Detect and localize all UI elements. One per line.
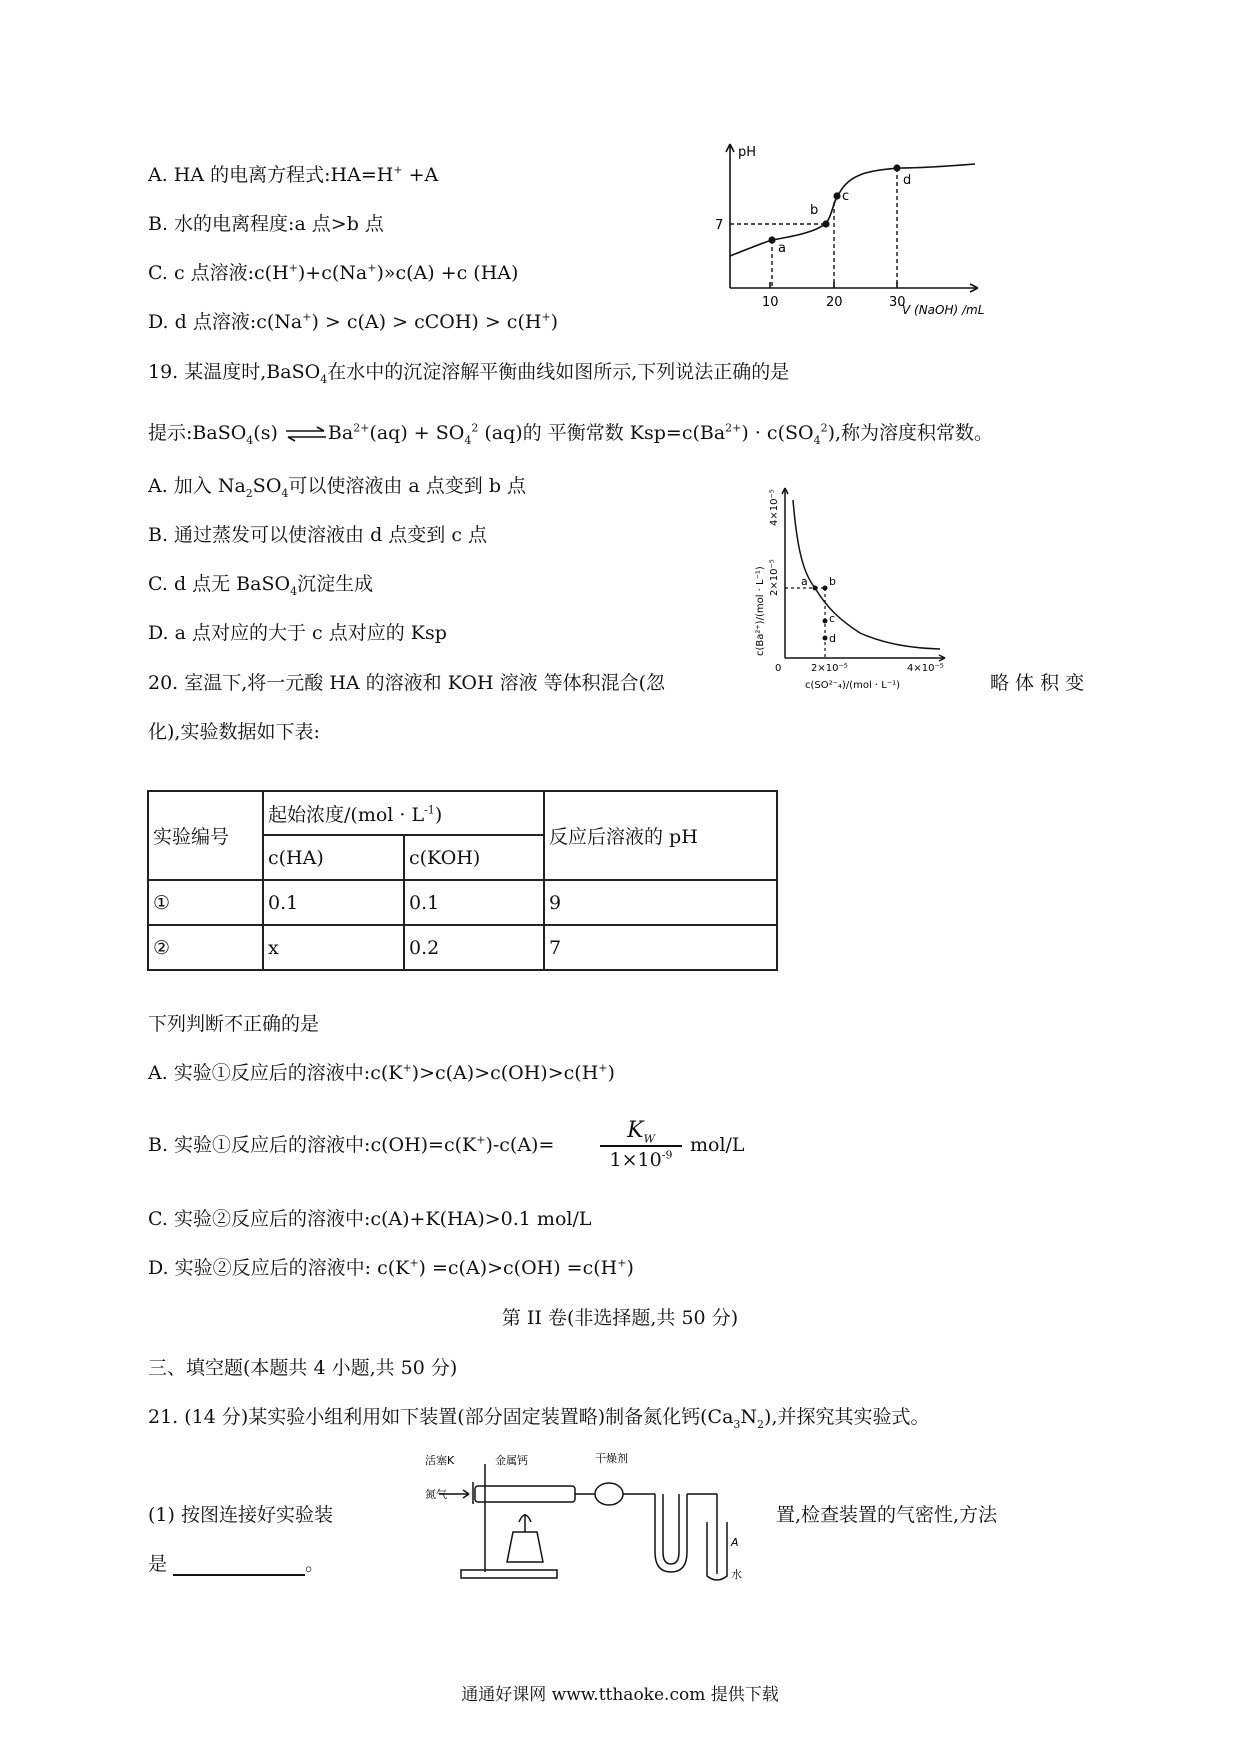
table-row [148, 880, 777, 925]
equilibrium-arrow-icon [284, 426, 328, 442]
y-tick-4e-5: 4×10⁻⁵ [769, 489, 780, 526]
q20-stem-line2: 化),实验数据如下表: [148, 721, 320, 743]
q19-option-a: A. 加入 $Na_2SO_4$可以使溶液由 a 点变到 b 点 [148, 475, 527, 500]
x-axis-label: V (NaOH) /mL [902, 303, 985, 317]
label-dry: 干燥剂 [595, 1452, 628, 1465]
cell-exp-id: ② [148, 925, 263, 970]
answer-blank[interactable] [173, 1554, 305, 1576]
point-a [768, 236, 775, 243]
q21-part1-left: (1) 按图连接好实验装 [148, 1504, 333, 1526]
q19-option-d: D. a 点对应的大于 c 点对应的 Ksp [148, 622, 447, 644]
point-a [813, 586, 818, 591]
y-tick-2e-5: 2×10⁻⁵ [769, 559, 780, 596]
cell-c-ha: 0.1 [263, 880, 404, 925]
q18-option-b: B. 水的电离程度:a 点>b 点 [148, 213, 384, 235]
cell-ph: 9 [544, 880, 777, 925]
header-c-ha: c(HA) [263, 835, 404, 880]
point-b [823, 586, 828, 591]
header-exp-id: 实验编号 [148, 791, 263, 880]
cell-ph: 7 [544, 925, 777, 970]
x-tick-30: 30 [889, 295, 906, 310]
label-a: a [801, 575, 808, 588]
label-valve: 活塞K [425, 1454, 455, 1467]
header-initial-conc: 起始浓度$/(mol \cdot L^{-1})$ [263, 791, 544, 835]
label-d: d [903, 173, 912, 188]
label-d: d [829, 632, 836, 645]
q20-stem-right: 略 体 积 变 [990, 672, 1085, 694]
q18-option-d: D. d 点溶液:c(Na+) > c(A) > cCOH) > c(H+) [148, 310, 559, 333]
point-d [893, 164, 900, 171]
section-2-title: 第 II 卷(非选择题,共 50 分) [501, 1307, 739, 1329]
point-b [822, 220, 829, 227]
y-tick-7: 7 [715, 218, 724, 233]
label-b: b [829, 575, 836, 588]
header-c-koh: c(KOH) [404, 835, 544, 880]
experiment-table [147, 790, 778, 971]
footer-source: 通通好课网 www.tthaoke.com 提供下载 [461, 1685, 779, 1705]
q21-part1-line2: 是 。 [148, 1553, 325, 1575]
q20-stem-left: 20. 室温下,将一元酸 HA 的溶液和 KOH 溶液 等体积混合(忽 [148, 672, 666, 694]
x-tick-0: 0 [775, 663, 782, 674]
titration-curve-figure [710, 138, 1000, 323]
x-tick-20: 20 [826, 295, 843, 310]
q19-option-c: C. d 点无 BaSO$_4$沉淀生成 [148, 573, 374, 598]
label-water: 水 [731, 1568, 742, 1581]
q20-option-d: D. 实验②反应后的溶液中: c(K+) =c(A)>c(OH) =c(H+) [148, 1256, 634, 1279]
cell-c-ha: x [263, 925, 404, 970]
label-b: b [810, 203, 819, 218]
x-tick-10: 10 [762, 295, 779, 310]
x-tick-2e-5: 2×10⁻⁵ [811, 663, 848, 674]
y-axis-label: pH [738, 145, 757, 160]
q21-part1-right: 置,检查装置的气密性,方法 [776, 1504, 998, 1526]
y-axis-label: c(Ba²⁺)/(mol · L⁻¹) [755, 566, 766, 656]
point-c [823, 619, 828, 624]
point-c [833, 192, 840, 199]
q18-option-c: C. c 点溶液:c(H+)+c(Na+)»c(A) +c (HA) [148, 261, 519, 284]
q20-option-a: A. 实验①反应后的溶液中:c(K+)>c(A)>c(OH)>c(H+) [148, 1061, 615, 1084]
ksp-curve [793, 500, 940, 649]
apparatus-figure [425, 1452, 760, 1584]
point-d [823, 636, 828, 641]
q20-option-c: C. 实验②反应后的溶液中:c(A)+K(HA)>0.1 mol/L [148, 1208, 592, 1230]
table-row [148, 925, 777, 970]
q20-prompt: 下列判断不正确的是 [148, 1013, 320, 1035]
label-a: a [778, 241, 786, 256]
x-axis-label: c(SO²⁻₄)/(mol · L⁻¹) [805, 680, 901, 691]
label-a: A [731, 1536, 739, 1549]
solubility-curve-figure [745, 478, 975, 700]
q19-option-b: B. 通过蒸发可以使溶液由 d 点变到 c 点 [148, 524, 488, 546]
q18-option-a: A. HA 的电离方程式:HA=H+ +A [148, 163, 439, 186]
cell-c-koh: 0.2 [404, 925, 544, 970]
label-c: c [842, 189, 850, 204]
label-c: c [829, 612, 836, 625]
label-metal: 金属钙 [495, 1454, 528, 1467]
q20-option-b-unit: mol/L [690, 1134, 745, 1156]
label-n2: 氮气 [425, 1488, 447, 1501]
kw-fraction: $K_W$ $1\times 10^{-9}$ [600, 1118, 682, 1171]
ph-curve [730, 164, 975, 256]
q21-stem: 21. (14 分)某实验小组利用如下装置(部分固定装置略)制备氮化钙$(Ca_3N_2)$,并探究其实验式。 [148, 1406, 930, 1431]
section-3-title: 三、填空题(本题共 4 小题,共 50 分) [148, 1357, 458, 1379]
header-ph: 反应后溶液的 pH [544, 791, 777, 880]
cell-exp-id: ① [148, 880, 263, 925]
q19-stem: 19. 某温度时,BaSO$_4$在水中的沉淀溶解平衡曲线如图所示,下列说法正确的是 [148, 361, 790, 386]
q19-hint: 提示:BaSO$_4$(s) $Ba^{2+}(aq) + SO_4^2$ (aq)的 平衡常数 $Ksp=c(Ba^{2+}) \cdot c(SO_4^2)$,称为溶度积常数。 [148, 421, 994, 447]
q20-option-b: B. 实验①反应后的溶液中:c(OH)=c(K+)-c(A)= [148, 1133, 555, 1156]
cell-c-koh: 0.1 [404, 880, 544, 925]
x-tick-4e-5: 4×10⁻⁵ [907, 663, 944, 674]
